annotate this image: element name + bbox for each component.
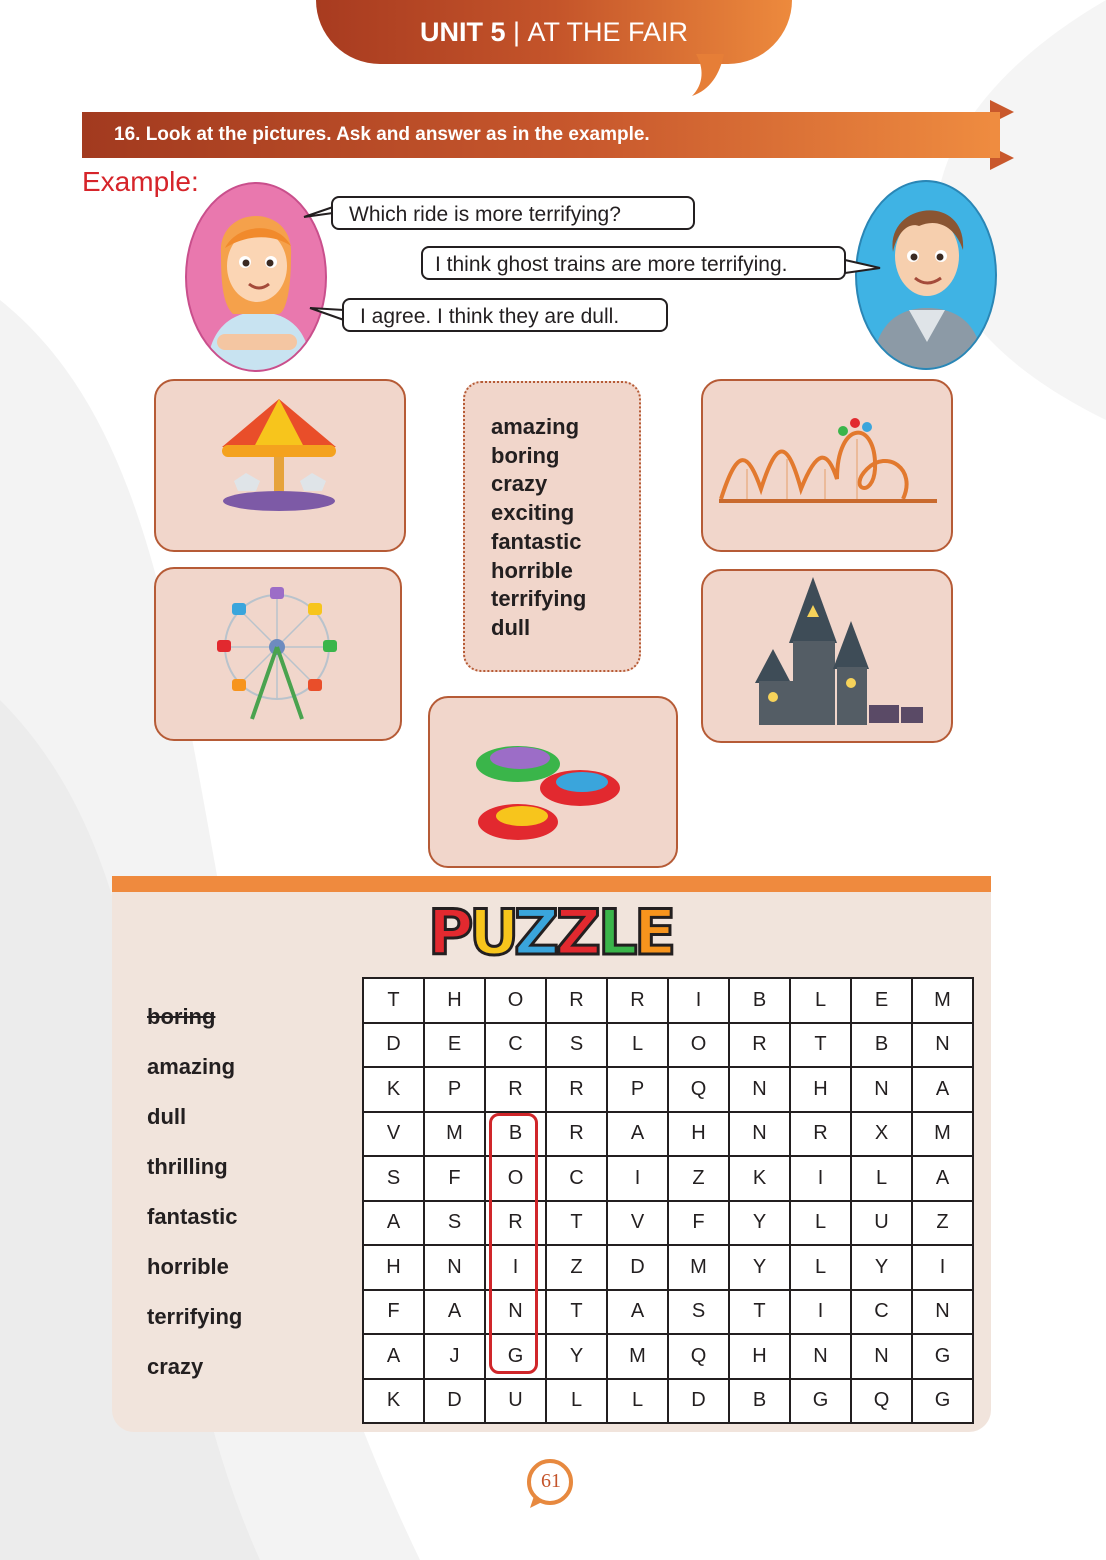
grid-cell[interactable]: Z — [912, 1201, 973, 1246]
grid-cell[interactable]: A — [912, 1156, 973, 1201]
grid-cell[interactable]: N — [851, 1334, 912, 1379]
carousel-picture-card — [154, 379, 406, 552]
grid-cell[interactable]: E — [424, 1023, 485, 1068]
page-number-badge — [526, 1458, 578, 1510]
grid-cell[interactable]: M — [424, 1112, 485, 1157]
puzzle-word: crazy — [147, 1354, 204, 1379]
roller-coaster-icon — [717, 409, 939, 509]
grid-cell[interactable]: L — [790, 1201, 851, 1246]
grid-cell[interactable]: S — [363, 1156, 424, 1201]
adjective-word: fantastic — [491, 528, 582, 554]
grid-cell[interactable]: P — [424, 1067, 485, 1112]
roller-coaster-picture-card — [701, 379, 953, 552]
grid-cell[interactable]: J — [424, 1334, 485, 1379]
grid-cell[interactable]: N — [729, 1067, 790, 1112]
unit-number: UNIT 5 — [419, 16, 506, 47]
puzzle-word-found: boring — [147, 1004, 216, 1029]
haunted-house-picture-card — [701, 569, 953, 743]
grid-row — [363, 978, 973, 1023]
grid-cell[interactable]: F — [424, 1156, 485, 1201]
grid-cell[interactable]: O — [485, 978, 546, 1023]
puzzle-word: terrifying — [147, 1304, 243, 1329]
adjective-word: crazy — [491, 471, 548, 497]
grid-cell[interactable]: D — [668, 1379, 729, 1424]
grid-cell[interactable]: T — [546, 1201, 607, 1246]
grid-cell[interactable]: R — [546, 978, 607, 1023]
grid-cell[interactable]: R — [790, 1112, 851, 1157]
grid-cell[interactable]: R — [546, 1112, 607, 1157]
grid-cell[interactable]: B — [485, 1112, 546, 1157]
grid-cell[interactable]: G — [912, 1334, 973, 1379]
puzzle-title — [426, 896, 676, 966]
grid-cell[interactable]: B — [729, 1379, 790, 1424]
puzzle-title-letter: Z — [556, 896, 601, 966]
unit-title: AT THE FAIR — [527, 16, 689, 47]
puzzle-word: dull — [147, 1104, 187, 1129]
grid-cell[interactable]: R — [607, 978, 668, 1023]
grid-cell[interactable]: I — [790, 1156, 851, 1201]
grid-cell[interactable]: Q — [668, 1334, 729, 1379]
task-instruction: 16. Look at the pictures. Ask and answer as in the example. — [114, 124, 650, 145]
grid-cell[interactable]: C — [851, 1290, 912, 1335]
adjective-word: dull — [491, 614, 531, 640]
grid-cell[interactable]: R — [546, 1067, 607, 1112]
grid-cell[interactable]: Y — [851, 1245, 912, 1290]
grid-row — [363, 1156, 973, 1201]
grid-cell[interactable]: K — [729, 1156, 790, 1201]
grid-cell[interactable]: R — [485, 1067, 546, 1112]
grid-cell[interactable]: L — [607, 1379, 668, 1424]
grid-cell[interactable]: D — [607, 1245, 668, 1290]
speech-bubble-answer: I think ghost trains are more terrifying. — [421, 246, 846, 280]
grid-cell[interactable]: U — [851, 1201, 912, 1246]
puzzle-word: amazing — [147, 1054, 236, 1079]
grid-cell[interactable]: I — [607, 1156, 668, 1201]
grid-cell[interactable]: I — [668, 978, 729, 1023]
grid-cell[interactable]: B — [851, 1023, 912, 1068]
grid-cell[interactable]: A — [607, 1290, 668, 1335]
grid-cell[interactable]: M — [912, 978, 973, 1023]
grid-cell[interactable]: G — [912, 1379, 973, 1424]
grid-cell[interactable]: D — [363, 1023, 424, 1068]
arrow-decoration-icon — [990, 100, 1016, 170]
grid-cell[interactable]: L — [790, 1245, 851, 1290]
grid-cell[interactable]: L — [607, 1023, 668, 1068]
grid-cell[interactable]: E — [851, 978, 912, 1023]
haunted-house-icon — [751, 573, 931, 729]
grid-cell[interactable]: A — [363, 1201, 424, 1246]
ferris-wheel-picture-card — [154, 567, 402, 741]
grid-cell[interactable]: H — [729, 1334, 790, 1379]
page-number: 61 — [541, 1470, 561, 1492]
grid-row — [363, 1023, 973, 1068]
puzzle-title-letter: L — [598, 896, 638, 966]
grid-cell[interactable]: H — [668, 1112, 729, 1157]
grid-cell[interactable]: O — [485, 1156, 546, 1201]
grid-row — [363, 1112, 973, 1157]
grid-cell[interactable]: G — [790, 1379, 851, 1424]
puzzle-title-letter: P — [428, 896, 474, 966]
header-tail-decoration — [690, 54, 730, 98]
grid-row — [363, 1379, 973, 1424]
grid-cell[interactable]: N — [485, 1290, 546, 1335]
adjective-word: horrible — [491, 557, 573, 583]
grid-cell[interactable]: N — [424, 1245, 485, 1290]
grid-cell[interactable]: R — [485, 1201, 546, 1246]
grid-cell[interactable]: L — [851, 1156, 912, 1201]
grid-cell[interactable]: O — [668, 1023, 729, 1068]
grid-cell[interactable]: C — [546, 1156, 607, 1201]
speech-bubble-question: Which ride is more terrifying? — [331, 196, 695, 230]
grid-cell[interactable]: N — [912, 1023, 973, 1068]
grid-cell[interactable]: H — [790, 1067, 851, 1112]
grid-row — [363, 1067, 973, 1112]
grid-cell[interactable]: C — [485, 1023, 546, 1068]
grid-cell[interactable]: I — [790, 1290, 851, 1335]
found-word-highlight — [489, 1113, 538, 1374]
grid-cell[interactable]: M — [912, 1112, 973, 1157]
bumper-cars-picture-card — [428, 696, 678, 868]
unit-separator: | — [505, 16, 528, 47]
grid-row — [363, 1201, 973, 1246]
grid-cell[interactable]: T — [790, 1023, 851, 1068]
grid-cell[interactable]: T — [729, 1290, 790, 1335]
carousel-icon — [214, 397, 344, 517]
puzzle-word: thrilling — [147, 1154, 228, 1179]
puzzle-title-letter: Z — [514, 896, 559, 966]
grid-cell[interactable]: F — [363, 1290, 424, 1335]
puzzle-word: fantastic — [147, 1204, 238, 1229]
grid-cell[interactable]: I — [912, 1245, 973, 1290]
grid-cell[interactable]: P — [607, 1067, 668, 1112]
grid-cell[interactable]: Y — [729, 1245, 790, 1290]
grid-row — [363, 1334, 973, 1379]
grid-cell[interactable]: Z — [546, 1245, 607, 1290]
puzzle-title-letter: U — [469, 896, 520, 966]
task-instruction-bar — [82, 112, 1000, 158]
speech-bubble-reply: I agree. I think they are dull. — [342, 298, 668, 332]
adjective-word: terrifying — [491, 586, 587, 612]
grid-cell[interactable]: N — [912, 1290, 973, 1335]
adjective-word: boring — [491, 442, 560, 468]
grid-cell[interactable]: N — [790, 1334, 851, 1379]
grid-cell[interactable]: Q — [668, 1067, 729, 1112]
grid-cell[interactable]: F — [668, 1201, 729, 1246]
puzzle-word-list — [147, 1004, 242, 1404]
puzzle-top-bar — [112, 876, 991, 892]
grid-cell[interactable]: L — [790, 978, 851, 1023]
adjective-word-box — [463, 381, 641, 672]
grid-cell[interactable]: R — [729, 1023, 790, 1068]
adjective-word: exciting — [491, 500, 575, 526]
grid-cell[interactable]: D — [424, 1379, 485, 1424]
grid-cell[interactable]: T — [363, 978, 424, 1023]
grid-cell[interactable]: V — [607, 1201, 668, 1246]
grid-cell[interactable]: V — [363, 1112, 424, 1157]
puzzle-title-letter: E — [634, 896, 676, 966]
grid-cell[interactable]: K — [363, 1067, 424, 1112]
grid-cell[interactable]: H — [424, 978, 485, 1023]
example-label: Example: — [82, 166, 199, 197]
grid-cell[interactable]: A — [424, 1290, 485, 1335]
grid-row — [363, 1245, 973, 1290]
puzzle-word: horrible — [147, 1254, 229, 1279]
grid-cell[interactable]: K — [363, 1379, 424, 1424]
grid-cell[interactable]: Q — [851, 1379, 912, 1424]
grid-row — [363, 1290, 973, 1335]
grid-cell[interactable]: L — [546, 1379, 607, 1424]
grid-cell[interactable]: Z — [668, 1156, 729, 1201]
adjective-word: amazing — [491, 414, 580, 439]
grid-cell[interactable]: M — [607, 1334, 668, 1379]
grid-cell[interactable]: U — [485, 1379, 546, 1424]
grid-cell[interactable]: S — [668, 1290, 729, 1335]
grid-cell[interactable]: B — [729, 978, 790, 1023]
grid-cell[interactable]: I — [485, 1245, 546, 1290]
grid-cell[interactable]: G — [485, 1334, 546, 1379]
grid-cell[interactable]: A — [607, 1112, 668, 1157]
grid-cell[interactable]: A — [363, 1334, 424, 1379]
grid-cell[interactable]: N — [851, 1067, 912, 1112]
grid-cell[interactable]: Y — [729, 1201, 790, 1246]
grid-cell[interactable]: T — [546, 1290, 607, 1335]
grid-cell[interactable]: H — [363, 1245, 424, 1290]
ferris-wheel-icon — [212, 585, 342, 725]
grid-cell[interactable]: N — [729, 1112, 790, 1157]
grid-cell[interactable]: S — [424, 1201, 485, 1246]
grid-cell[interactable]: M — [668, 1245, 729, 1290]
bumper-cars-icon — [476, 726, 626, 846]
word-search-grid — [362, 977, 974, 1424]
grid-cell[interactable]: Y — [546, 1334, 607, 1379]
grid-cell[interactable]: S — [546, 1023, 607, 1068]
grid-cell[interactable]: A — [912, 1067, 973, 1112]
grid-cell[interactable]: X — [851, 1112, 912, 1157]
